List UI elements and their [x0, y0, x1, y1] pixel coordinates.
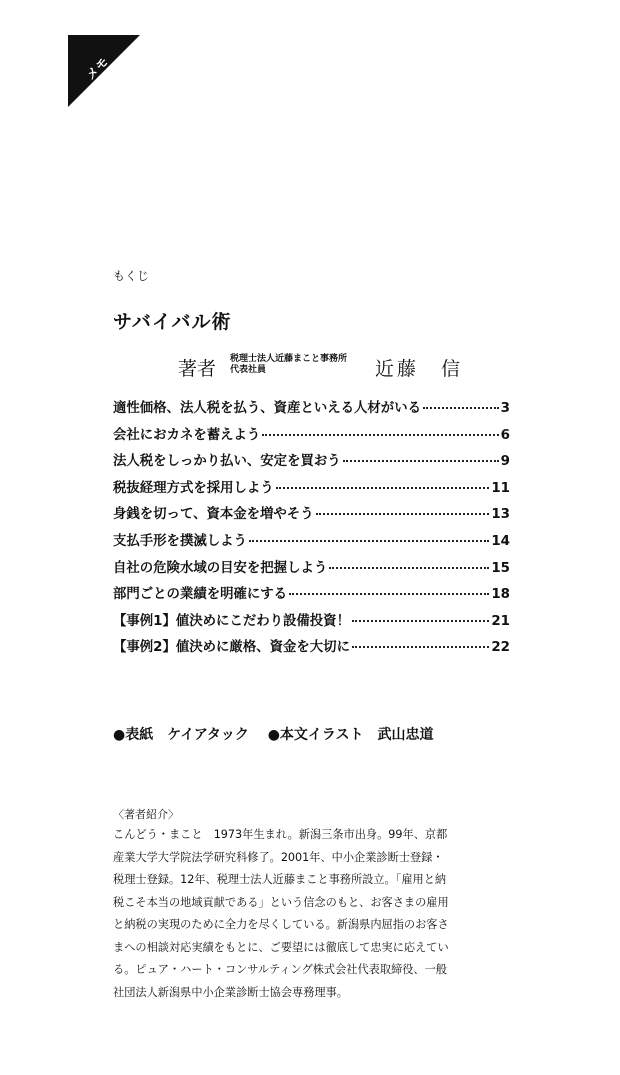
- memo-tab-label: メモ: [83, 54, 112, 83]
- toc-item-page: 22: [491, 640, 510, 656]
- toc-item-page: 3: [500, 401, 510, 416]
- author-label: 著者: [178, 358, 217, 380]
- toc-item: [113, 557, 510, 584]
- toc-item: [113, 583, 510, 610]
- toc-leader: [316, 512, 490, 515]
- toc-item: [113, 450, 510, 477]
- toc-item-title: 法人税をしっかり払い、安定を買おう: [113, 454, 341, 470]
- toc-item-title: 自社の危険水域の目安を把握しよう: [113, 560, 328, 576]
- bio-line: と納税の実現のために全力を尽くしている。新潟県内屈指のお客さ: [113, 918, 449, 931]
- page-title: サバイバル術: [113, 311, 232, 333]
- toc-item: [113, 477, 510, 504]
- toc-item-page: 21: [491, 613, 510, 629]
- toc-item-title: 身銭を切って、資本金を増やそう: [113, 507, 314, 523]
- bio-line: まへの相談対応実績をもとに、ご要望には徹底して忠実に応えてい: [113, 940, 449, 954]
- cover-credit: ●表紙 ケイアタック: [113, 727, 249, 743]
- toc-leader: [249, 539, 489, 542]
- toc-item-page: 14: [491, 533, 510, 549]
- toc-item-title: 税抜経理方式を採用しよう: [113, 480, 274, 496]
- memo-tab: [68, 35, 140, 107]
- toc-item-title: 支払手形を撲滅しよう: [113, 533, 247, 549]
- author-role-line1: 税理士法人近藤まこと事務所: [230, 354, 348, 364]
- bio-line: 社団法人新潟県中小企業診断士協会専務理事。: [113, 985, 348, 999]
- toc-item: [113, 397, 510, 424]
- toc-item-page: 13: [491, 507, 510, 523]
- author-name: 近藤 信: [375, 358, 464, 380]
- bio-line: る。ピュア・ハート・コンサルティング株式会社代表取締役、一般: [113, 963, 447, 976]
- bio-line: 税理士登録。12年、税理士法人近藤まこと事務所設立。「雇用と納: [113, 873, 447, 886]
- toc-item: [113, 610, 510, 637]
- toc-leader: [329, 566, 489, 569]
- table-of-contents: [113, 397, 510, 663]
- bio-line: こんどう・まこと 1973年生まれ。新潟三条市出身。99年、京都: [113, 828, 448, 841]
- toc-item-page: 15: [491, 560, 510, 576]
- toc-item-page: 11: [491, 480, 510, 496]
- toc-leader: [276, 486, 490, 489]
- illustration-credit: ●本文イラスト 武山忠道: [267, 727, 434, 743]
- toc-leader: [262, 433, 498, 436]
- toc-item-page: 6: [500, 427, 510, 443]
- contents-label: もくじ: [113, 269, 150, 283]
- toc-item-page: 9: [500, 454, 510, 470]
- toc-item-title: 【事例2】値決めに厳格、資金を大切に: [113, 640, 350, 656]
- author-role: [230, 354, 347, 376]
- toc-item-title: 適性価格、法人税を払う、資産といえる人材がいる: [113, 401, 421, 416]
- author-role-line2: 代表社員: [230, 365, 267, 375]
- toc-item: [113, 503, 510, 530]
- author-bio: [113, 824, 513, 1004]
- toc-leader: [289, 592, 489, 595]
- bio-line: 産業大学大学院法学研究科修了。2001年、中小企業診断士登録・: [113, 850, 444, 864]
- toc-item-title: 部門ごとの業績を明確にする: [113, 587, 288, 603]
- bio-line: 税こそ本当の地域貢献である」という信念のもと、お客さまの雇用: [113, 895, 449, 909]
- author-row: [178, 352, 508, 380]
- toc-item-title: 会社におカネを蓄えよう: [113, 427, 261, 443]
- toc-item: [113, 530, 510, 557]
- credits: [113, 724, 448, 744]
- toc-item-page: 18: [491, 587, 510, 603]
- toc-leader: [352, 645, 489, 648]
- toc-leader: [343, 459, 499, 462]
- toc-item: [113, 636, 510, 663]
- toc-item-title: 【事例1】値決めにこだわり設備投資！: [113, 613, 350, 629]
- toc-item: [113, 424, 510, 451]
- bio-heading: 〈著者紹介〉: [113, 808, 179, 821]
- toc-leader: [423, 406, 499, 409]
- toc-leader: [352, 619, 489, 622]
